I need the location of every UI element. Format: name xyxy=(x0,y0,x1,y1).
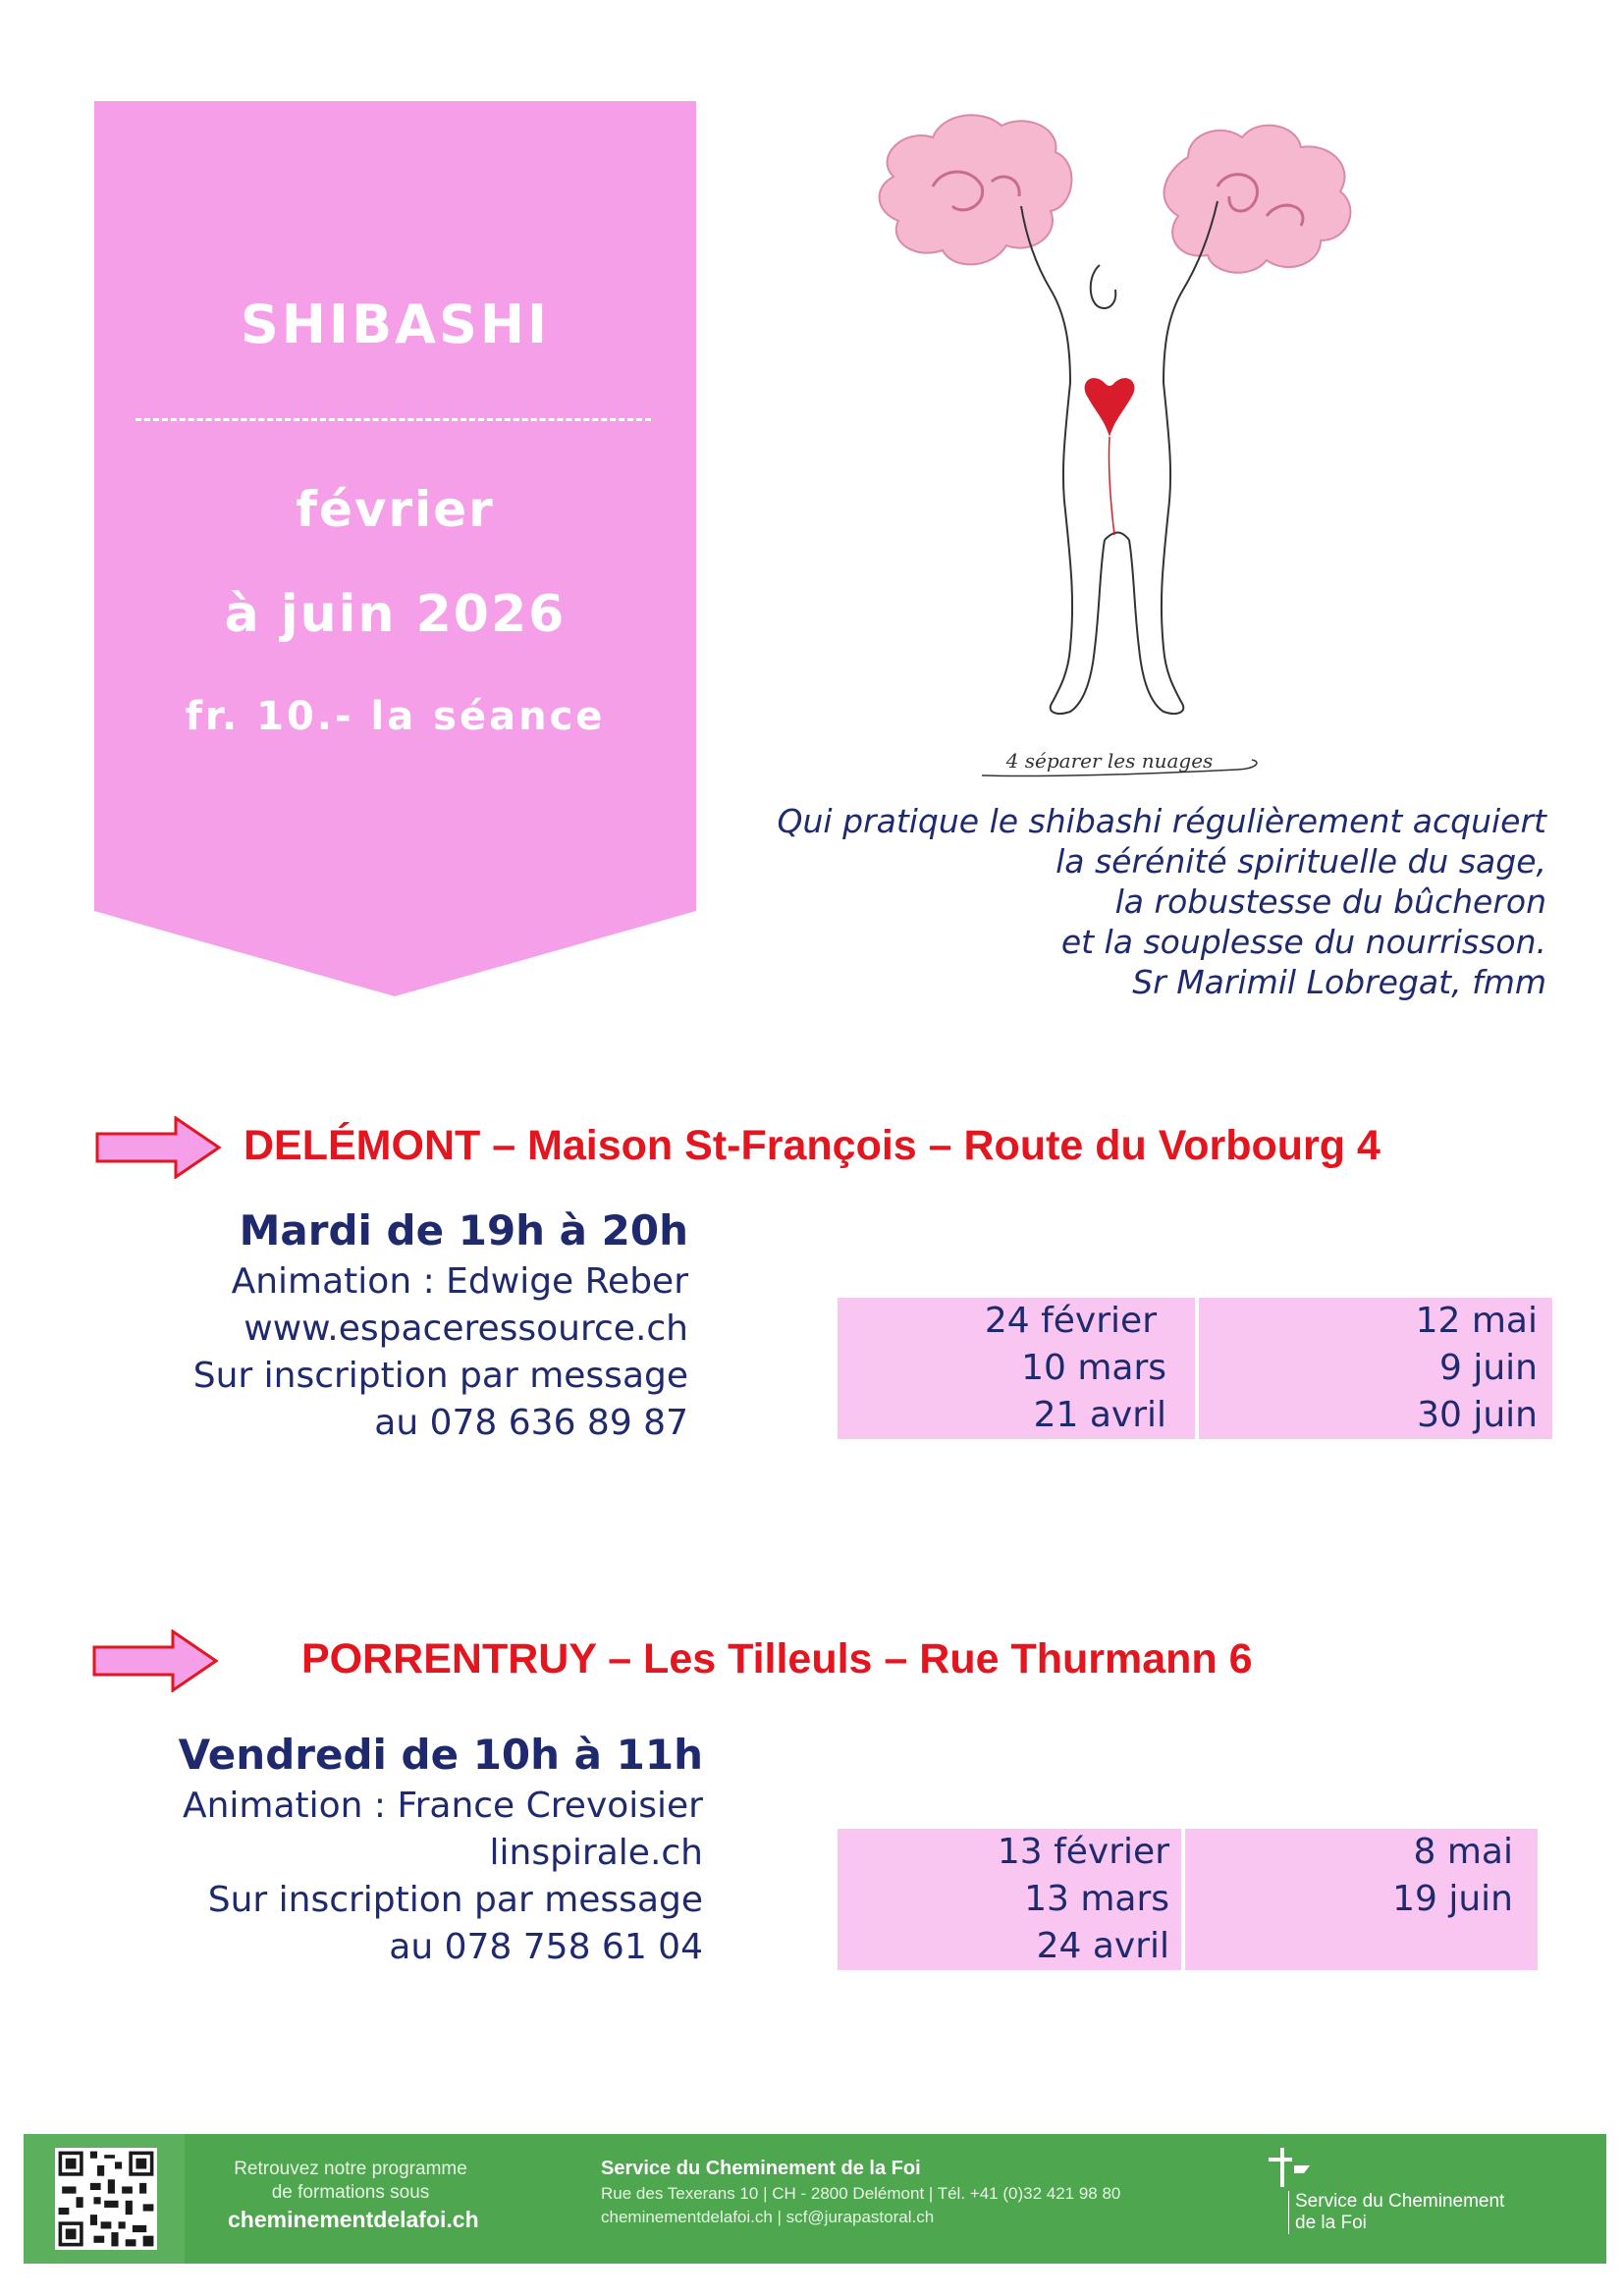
banner-price: fr. 10.- la séance xyxy=(185,694,606,739)
porrentruy-dates-table xyxy=(838,1829,1538,1970)
date-cell: 10 mars xyxy=(1021,1348,1166,1388)
porrentruy-animation: Animation : France Crevoisier xyxy=(182,1786,703,1826)
quote-line: Qui pratique le shibashi régulièrement acquiert xyxy=(777,802,1546,840)
footer-logo-text xyxy=(1288,2191,1504,2234)
porrentruy-schedule: Vendredi de 10h à 11h xyxy=(178,1731,703,1779)
date-cell: 12 mai xyxy=(1415,1301,1538,1341)
footer-logo xyxy=(1267,2146,1505,2233)
delemont-website-link[interactable]: www.espaceressource.ch xyxy=(244,1308,688,1349)
porrentruy-phone[interactable]: au 078 758 61 04 xyxy=(389,1927,703,1967)
porrentruy-dates-right xyxy=(1185,1829,1513,1970)
delemont-dates-right xyxy=(1199,1298,1538,1439)
porrentruy-website-link[interactable]: linspirale.ch xyxy=(489,1833,703,1873)
porrentruy-registration: Sur inscription par message xyxy=(207,1880,703,1920)
quote-line: et la souplesse du nourrisson. xyxy=(1060,923,1546,961)
delemont-animation: Animation : Edwige Reber xyxy=(231,1261,688,1302)
arrow-right-icon xyxy=(92,1629,220,1692)
figure-drawing xyxy=(864,98,1365,805)
qr-zone xyxy=(24,2134,185,2264)
porrentruy-dates-left xyxy=(838,1829,1173,1970)
qr-code-icon[interactable] xyxy=(55,2148,157,2250)
quote-line: la robustesse du bûcheron xyxy=(1114,882,1546,921)
footer-logo-line1: Service du Cheminement xyxy=(1295,2191,1505,2212)
right-cloud-icon xyxy=(1164,126,1351,273)
quote-block xyxy=(628,801,1546,1002)
date-cell: 24 avril xyxy=(1036,1926,1169,1966)
delemont-info xyxy=(193,1203,688,1447)
title-banner xyxy=(94,101,696,996)
cross-logo-icon xyxy=(1267,2146,1316,2189)
footer-promo-site-link[interactable]: cheminementdelafoi.ch xyxy=(228,2207,479,2232)
date-cell: 24 février xyxy=(984,1301,1157,1341)
delemont-heading: DELÉMONT – Maison St-François – Route du Vorbourg 4 xyxy=(244,1122,1380,1169)
illustration-caption: 4 séparer les nuages xyxy=(1005,749,1214,773)
left-cloud-icon xyxy=(880,115,1072,264)
date-cell: 13 mars xyxy=(1024,1879,1169,1919)
date-cell: 9 juin xyxy=(1439,1348,1538,1388)
delemont-dates-left xyxy=(838,1298,1186,1439)
delemont-phone[interactable]: au 078 636 89 87 xyxy=(374,1403,688,1443)
footer-org-name: Service du Cheminement de la Foi xyxy=(601,2158,921,2179)
heart-icon xyxy=(1085,378,1135,437)
porrentruy-info xyxy=(179,1728,703,1971)
date-cell: 19 juin xyxy=(1392,1879,1513,1919)
quote-line: la sérénité spirituelle du sage, xyxy=(1056,842,1546,881)
footer-promo xyxy=(228,2158,479,2233)
banner-period-end: à juin 2026 xyxy=(224,585,567,644)
banner-period-start: février xyxy=(296,481,495,538)
banner-divider xyxy=(135,418,651,421)
delemont-dates-table xyxy=(838,1298,1552,1439)
date-cell: 30 juin xyxy=(1417,1395,1538,1435)
figure-outline xyxy=(1021,201,1218,714)
porrentruy-heading: PORRENTRUY – Les Tilleuls – Rue Thurmann 6 xyxy=(301,1635,1253,1682)
shibashi-illustration xyxy=(864,98,1365,805)
footer-contacts[interactable]: cheminementdelafoi.ch | scf@jurapastoral.ch xyxy=(601,2208,935,2226)
date-cell: 13 février xyxy=(997,1832,1169,1872)
footer-promo-line1: Retrouvez notre programme xyxy=(234,2159,467,2179)
footer-org xyxy=(601,2158,1120,2229)
date-cell: 8 mai xyxy=(1413,1832,1513,1872)
footer-logo-line2: de la Foi xyxy=(1295,2213,1367,2233)
quote-author: Sr Marimil Lobregat, fmm xyxy=(1132,963,1546,1001)
delemont-registration: Sur inscription par message xyxy=(192,1356,688,1396)
footer-promo-line2: de formations sous xyxy=(271,2182,430,2203)
delemont-schedule: Mardi de 19h à 20h xyxy=(239,1206,688,1255)
date-cell: 21 avril xyxy=(1033,1395,1166,1435)
banner-title: SHIBASHI xyxy=(240,294,551,355)
footer-bar xyxy=(24,2134,1606,2264)
footer-address: Rue des Texerans 10 | CH - 2800 Delémont | Tél. +41 (0)32 421 98 80 xyxy=(601,2184,1121,2203)
arrow-right-icon xyxy=(95,1116,223,1179)
banner-shape xyxy=(94,101,696,996)
